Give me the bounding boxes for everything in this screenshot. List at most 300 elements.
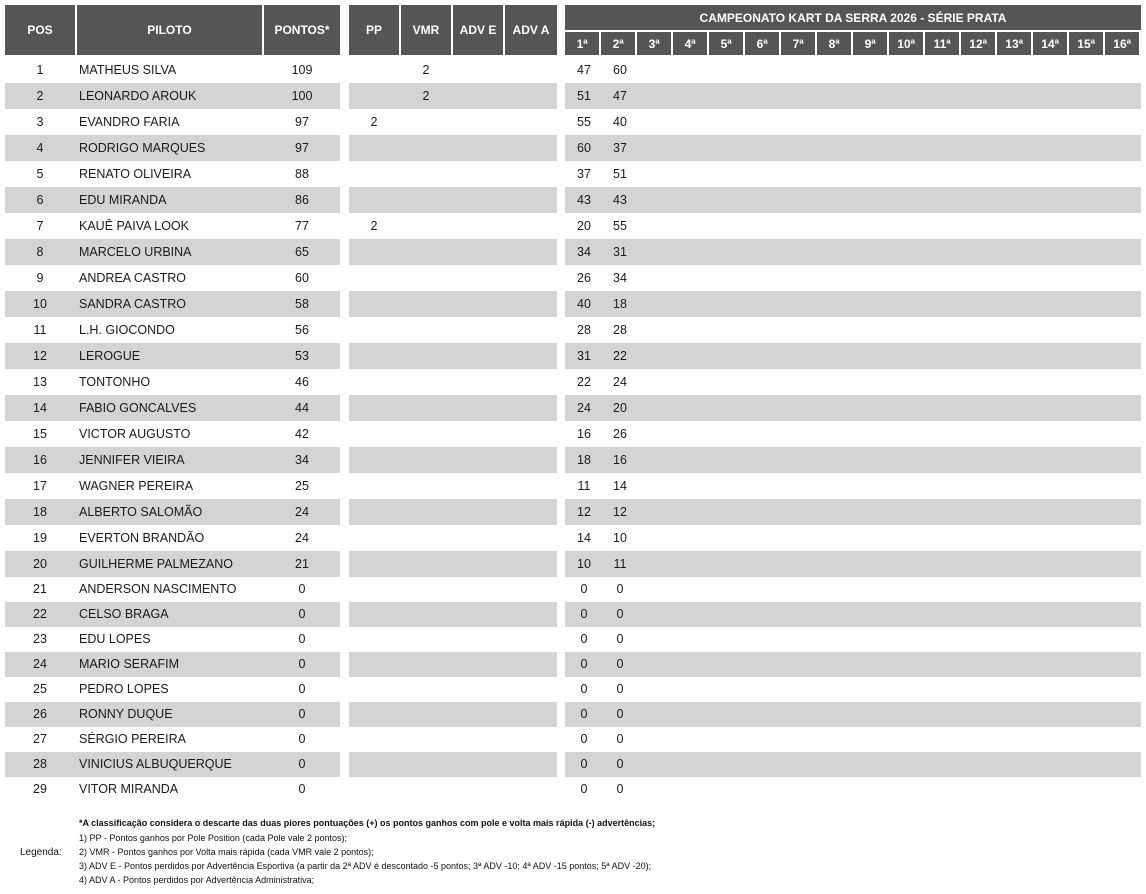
cell-piloto: LEONARDO AROUK <box>79 89 197 103</box>
table-row <box>349 752 557 777</box>
table-row <box>565 239 1141 265</box>
cell-race-1: 20 <box>577 219 591 233</box>
cell-piloto: SANDRA CASTRO <box>79 297 186 311</box>
legend-item: 1) PP - Pontos ganhos por Pole Position (cada Pole vale 2 pontos); <box>79 833 347 843</box>
cell-race-2: 0 <box>616 582 624 596</box>
cell-pontos: 56 <box>295 323 309 337</box>
cell-piloto: FABIO GONCALVES <box>79 401 197 415</box>
cell-pontos: 0 <box>298 582 306 596</box>
cell-race-1: 18 <box>577 453 591 467</box>
cell-pontos: 109 <box>291 63 313 77</box>
cell-pp <box>349 677 399 702</box>
race-header: 9ª <box>853 32 887 55</box>
table-row <box>565 602 1141 627</box>
cell-vmr <box>401 447 451 473</box>
cell-race-2: 0 <box>616 607 624 621</box>
cell-vmr <box>401 777 451 802</box>
table-row <box>565 265 1141 291</box>
cell-piloto: ANDREA CASTRO <box>79 271 186 285</box>
header-pontos: PONTOS* <box>264 5 340 55</box>
cell-race-1: 0 <box>580 632 588 646</box>
table-row <box>565 57 1141 83</box>
cell-pp <box>349 702 399 727</box>
cell-vmr <box>401 291 451 317</box>
championship-title: CAMPEONATO KART DA SERRA 2026 - SÉRIE PRATA <box>565 5 1141 30</box>
cell-vmr <box>401 395 451 421</box>
cell-pos: 27 <box>33 732 47 746</box>
cell-pontos: 46 <box>295 375 309 389</box>
cell-pos: 12 <box>33 349 47 363</box>
race-header: 12ª <box>961 32 995 55</box>
header-adv-e: ADV E <box>453 5 503 55</box>
cell-race-1: 0 <box>580 782 588 796</box>
standings-main <box>5 57 340 802</box>
cell-pp <box>349 447 399 473</box>
legend-item: 3) ADV E - Pontos perdidos por Advertência Esportiva (a partir da 2ª ADV é descontado -5 pontos; 3ª ADV -10; 4ª ADV -15 pontos; 5ª ADV -20); <box>79 861 652 871</box>
table-row <box>565 499 1141 525</box>
cell-pp <box>349 525 399 551</box>
table-row <box>349 727 557 752</box>
table-row <box>349 421 557 447</box>
cell-piloto: MARIO SERAFIM <box>79 657 180 671</box>
cell-pontos: 24 <box>295 505 309 519</box>
table-row <box>565 395 1141 421</box>
cell-pp <box>349 317 399 343</box>
table-row <box>565 525 1141 551</box>
cell-pontos: 100 <box>291 89 313 103</box>
table-row <box>349 239 557 265</box>
table-row <box>565 421 1141 447</box>
table-row <box>5 369 340 395</box>
cell-pos: 25 <box>33 682 47 696</box>
cell-race-1: 40 <box>577 297 591 311</box>
cell-pos: 11 <box>33 323 47 337</box>
cell-piloto: ALBERTO SALOMÃO <box>79 505 203 519</box>
cell-race-1: 26 <box>577 271 591 285</box>
cell-race-2: 0 <box>616 782 624 796</box>
cell-race-2: 18 <box>613 297 627 311</box>
standings-races <box>565 57 1141 802</box>
table-row <box>349 777 557 802</box>
header-vmr: VMR <box>401 5 451 55</box>
cell-pos: 29 <box>33 782 47 796</box>
cell-race-1: 16 <box>577 427 591 441</box>
table-row <box>565 109 1141 135</box>
table-row <box>349 677 557 702</box>
cell-pos: 13 <box>33 375 47 389</box>
cell-pos: 19 <box>33 531 47 545</box>
cell-piloto: CELSO BRAGA <box>79 607 169 621</box>
cell-pp <box>349 57 399 83</box>
table-row <box>5 727 340 752</box>
cell-race-2: 20 <box>613 401 627 415</box>
table-row <box>565 551 1141 577</box>
cell-piloto: MATHEUS SILVA <box>79 63 177 77</box>
cell-vmr <box>401 627 451 652</box>
cell-pp <box>349 343 399 369</box>
table-row <box>349 499 557 525</box>
race-header: 13ª <box>997 32 1031 55</box>
race-header: 8ª <box>817 32 851 55</box>
cell-vmr <box>401 421 451 447</box>
cell-pontos: 0 <box>298 657 306 671</box>
cell-race-1: 0 <box>580 582 588 596</box>
cell-pontos: 34 <box>295 453 309 467</box>
table-row <box>5 83 340 109</box>
table-row <box>565 161 1141 187</box>
table-row <box>5 551 340 577</box>
cell-pontos: 0 <box>298 757 306 771</box>
cell-race-2: 60 <box>613 63 627 77</box>
cell-pontos: 58 <box>295 297 309 311</box>
cell-race-2: 31 <box>613 245 627 259</box>
cell-vmr <box>401 473 451 499</box>
cell-pontos: 42 <box>295 427 309 441</box>
cell-race-2: 26 <box>613 427 627 441</box>
table-row <box>565 187 1141 213</box>
table-row <box>349 473 557 499</box>
table-row <box>5 161 340 187</box>
cell-pontos: 53 <box>295 349 309 363</box>
cell-pos: 1 <box>36 63 44 77</box>
table-row <box>565 473 1141 499</box>
cell-pp <box>349 161 399 187</box>
cell-piloto: JENNIFER VIEIRA <box>79 453 185 467</box>
cell-pp <box>349 291 399 317</box>
cell-race-2: 12 <box>613 505 627 519</box>
legend-item: 2) VMR - Pontos ganhos por Volta mais rápida (cada VMR vale 2 pontos); <box>79 847 374 857</box>
cell-vmr <box>401 727 451 752</box>
cell-pontos: 88 <box>295 167 309 181</box>
table-row <box>349 551 557 577</box>
cell-pp <box>349 652 399 677</box>
cell-race-1: 0 <box>580 682 588 696</box>
cell-piloto: LEROGUE <box>79 349 141 363</box>
header-adv-a: ADV A <box>505 5 557 55</box>
cell-vmr <box>401 213 451 239</box>
cell-piloto: MARCELO URBINA <box>79 245 192 259</box>
cell-pos: 5 <box>36 167 44 181</box>
cell-pontos: 65 <box>295 245 309 259</box>
cell-pontos: 86 <box>295 193 309 207</box>
cell-pp <box>349 369 399 395</box>
table-row <box>349 265 557 291</box>
table-row <box>5 421 340 447</box>
cell-race-2: 14 <box>613 479 627 493</box>
table-row <box>349 369 557 395</box>
cell-race-1: 12 <box>577 505 591 519</box>
table-row <box>5 752 340 777</box>
cell-race-2: 40 <box>613 115 627 129</box>
cell-vmr: 2 <box>422 89 430 103</box>
cell-piloto: RONNY DUQUE <box>79 707 173 721</box>
cell-vmr <box>401 577 451 602</box>
cell-pp <box>349 777 399 802</box>
cell-race-2: 22 <box>613 349 627 363</box>
cell-race-2: 37 <box>613 141 627 155</box>
cell-race-1: 37 <box>577 167 591 181</box>
table-row <box>349 135 557 161</box>
cell-race-2: 51 <box>613 167 627 181</box>
cell-pos: 24 <box>33 657 47 671</box>
cell-pontos: 25 <box>295 479 309 493</box>
cell-race-1: 0 <box>580 657 588 671</box>
cell-piloto: RENATO OLIVEIRA <box>79 167 192 181</box>
cell-race-1: 24 <box>577 401 591 415</box>
cell-pp <box>349 551 399 577</box>
header-pp: PP <box>349 5 399 55</box>
cell-race-2: 28 <box>613 323 627 337</box>
race-header: 15ª <box>1069 32 1103 55</box>
cell-pontos: 21 <box>295 557 309 571</box>
table-row <box>5 777 340 802</box>
table-row <box>349 702 557 727</box>
cell-race-1: 10 <box>577 557 591 571</box>
cell-piloto: VITOR MIRANDA <box>79 782 179 796</box>
cell-pp <box>349 421 399 447</box>
table-row <box>5 473 340 499</box>
cell-pontos: 0 <box>298 707 306 721</box>
table-row <box>565 317 1141 343</box>
cell-race-1: 34 <box>577 245 591 259</box>
cell-vmr <box>401 265 451 291</box>
cell-vmr <box>401 239 451 265</box>
table-row <box>565 577 1141 602</box>
cell-pos: 18 <box>33 505 47 519</box>
cell-piloto: L.H. GIOCONDO <box>79 323 175 337</box>
table-row <box>5 652 340 677</box>
cell-vmr <box>401 187 451 213</box>
table-row <box>565 291 1141 317</box>
cell-race-2: 24 <box>613 375 627 389</box>
cell-race-2: 10 <box>613 531 627 545</box>
cell-race-2: 34 <box>613 271 627 285</box>
table-row <box>565 702 1141 727</box>
cell-piloto: VICTOR AUGUSTO <box>79 427 191 441</box>
cell-race-1: 11 <box>577 479 591 493</box>
table-row <box>5 525 340 551</box>
cell-pontos: 0 <box>298 732 306 746</box>
cell-vmr <box>401 652 451 677</box>
cell-pos: 23 <box>33 632 47 646</box>
cell-pontos: 60 <box>295 271 309 285</box>
cell-race-2: 0 <box>616 682 624 696</box>
cell-pontos: 0 <box>298 607 306 621</box>
cell-pos: 21 <box>33 582 47 596</box>
cell-pontos: 0 <box>298 632 306 646</box>
cell-vmr: 2 <box>422 63 430 77</box>
table-row <box>349 213 557 239</box>
table-row <box>349 343 557 369</box>
cell-pos: 9 <box>36 271 44 285</box>
race-header: 6ª <box>745 32 779 55</box>
cell-pp <box>349 239 399 265</box>
cell-race-2: 0 <box>616 757 624 771</box>
table-row <box>565 752 1141 777</box>
table-row <box>5 265 340 291</box>
cell-pos: 4 <box>36 141 44 155</box>
table-row <box>349 447 557 473</box>
cell-vmr <box>401 343 451 369</box>
cell-pos: 7 <box>36 219 44 233</box>
cell-pos: 8 <box>36 245 44 259</box>
cell-vmr <box>401 602 451 627</box>
race-header: 16ª <box>1105 32 1139 55</box>
cell-piloto: VINICIUS ALBUQUERQUE <box>79 757 232 771</box>
table-row <box>565 677 1141 702</box>
race-header: 10ª <box>889 32 923 55</box>
table-row <box>565 213 1141 239</box>
cell-pos: 3 <box>36 115 44 129</box>
cell-piloto: WAGNER PEREIRA <box>79 479 194 493</box>
table-row <box>5 577 340 602</box>
header-pos: POS <box>5 5 75 55</box>
cell-pos: 6 <box>36 193 44 207</box>
table-row <box>349 627 557 652</box>
table-row <box>5 677 340 702</box>
table-row <box>349 317 557 343</box>
table-row <box>5 447 340 473</box>
cell-race-1: 47 <box>577 63 591 77</box>
cell-race-2: 0 <box>616 657 624 671</box>
cell-race-1: 31 <box>577 349 591 363</box>
cell-vmr <box>401 551 451 577</box>
standings-bonus <box>349 57 557 802</box>
cell-pos: 28 <box>33 757 47 771</box>
table-row <box>5 213 340 239</box>
cell-race-1: 0 <box>580 732 588 746</box>
race-header: 7ª <box>781 32 815 55</box>
cell-pos: 20 <box>33 557 47 571</box>
cell-pp: 2 <box>370 115 378 129</box>
table-row <box>349 83 557 109</box>
cell-pos: 14 <box>33 401 47 415</box>
table-row <box>349 291 557 317</box>
table-row <box>565 343 1141 369</box>
cell-pp <box>349 135 399 161</box>
cell-pp <box>349 499 399 525</box>
table-row <box>565 83 1141 109</box>
table-row <box>5 239 340 265</box>
cell-vmr <box>401 525 451 551</box>
cell-race-1: 0 <box>580 707 588 721</box>
legend-item: 4) ADV A - Pontos perdidos por Advertência Administrativa; <box>79 875 315 885</box>
table-row <box>565 652 1141 677</box>
race-header: 14ª <box>1033 32 1067 55</box>
cell-pontos: 0 <box>298 782 306 796</box>
cell-race-1: 14 <box>577 531 591 545</box>
cell-piloto: EVERTON BRANDÃO <box>79 531 205 545</box>
race-header: 2ª <box>601 32 635 55</box>
table-row <box>349 161 557 187</box>
cell-piloto: EDU MIRANDA <box>79 193 167 207</box>
cell-race-2: 0 <box>616 632 624 646</box>
table-row <box>349 109 557 135</box>
cell-pp <box>349 602 399 627</box>
cell-pos: 16 <box>33 453 47 467</box>
cell-race-2: 0 <box>616 732 624 746</box>
cell-race-1: 60 <box>577 141 591 155</box>
cell-vmr <box>401 752 451 777</box>
table-row <box>5 602 340 627</box>
cell-pontos: 77 <box>295 219 309 233</box>
table-row <box>565 627 1141 652</box>
table-row <box>5 109 340 135</box>
table-row <box>5 135 340 161</box>
cell-pos: 22 <box>33 607 47 621</box>
table-row <box>349 577 557 602</box>
cell-pos: 10 <box>33 297 47 311</box>
table-row <box>349 602 557 627</box>
cell-race-2: 0 <box>616 707 624 721</box>
table-row <box>5 395 340 421</box>
cell-race-1: 28 <box>577 323 591 337</box>
table-row <box>565 727 1141 752</box>
cell-piloto: TONTONHO <box>79 375 151 389</box>
cell-race-2: 47 <box>613 89 627 103</box>
cell-pp <box>349 727 399 752</box>
table-row <box>5 627 340 652</box>
cell-vmr <box>401 317 451 343</box>
cell-pp <box>349 473 399 499</box>
cell-piloto: EDU LOPES <box>79 632 151 646</box>
table-row <box>565 135 1141 161</box>
cell-race-1: 55 <box>577 115 591 129</box>
race-header: 4ª <box>673 32 707 55</box>
cell-pontos: 0 <box>298 682 306 696</box>
cell-piloto: ANDERSON NASCIMENTO <box>79 582 237 596</box>
legend-note: *A classificação considera o descarte das duas piores pontuações (+) os pontos ganhos com pole e volta mais rápida (-) advertências; <box>79 818 656 828</box>
cell-vmr <box>401 161 451 187</box>
cell-vmr <box>401 677 451 702</box>
cell-piloto: RODRIGO MARQUES <box>79 141 206 155</box>
table-row <box>349 395 557 421</box>
table-row <box>349 652 557 677</box>
race-header: 1ª <box>565 32 599 55</box>
cell-piloto: PEDRO LOPES <box>79 682 169 696</box>
cell-vmr <box>401 135 451 161</box>
cell-pos: 17 <box>33 479 47 493</box>
table-row <box>5 702 340 727</box>
cell-piloto: EVANDRO FARIA <box>79 115 180 129</box>
cell-pp <box>349 752 399 777</box>
table-row <box>5 317 340 343</box>
cell-piloto: GUILHERME PALMEZANO <box>79 557 233 571</box>
race-header: 11ª <box>925 32 959 55</box>
cell-pp <box>349 83 399 109</box>
table-row <box>5 291 340 317</box>
cell-pos: 15 <box>33 427 47 441</box>
cell-pos: 2 <box>36 89 44 103</box>
cell-race-2: 43 <box>613 193 627 207</box>
cell-pp <box>349 395 399 421</box>
cell-race-2: 16 <box>613 453 627 467</box>
cell-pontos: 97 <box>295 115 309 129</box>
table-row <box>5 499 340 525</box>
cell-race-1: 51 <box>577 89 591 103</box>
cell-race-1: 0 <box>580 757 588 771</box>
race-header: 3ª <box>637 32 671 55</box>
cell-race-1: 0 <box>580 607 588 621</box>
cell-pontos: 44 <box>295 401 309 415</box>
table-row <box>5 57 340 83</box>
table-row <box>349 187 557 213</box>
cell-pp: 2 <box>370 219 378 233</box>
table-row <box>5 343 340 369</box>
cell-pontos: 97 <box>295 141 309 155</box>
cell-vmr <box>401 702 451 727</box>
cell-pp <box>349 577 399 602</box>
